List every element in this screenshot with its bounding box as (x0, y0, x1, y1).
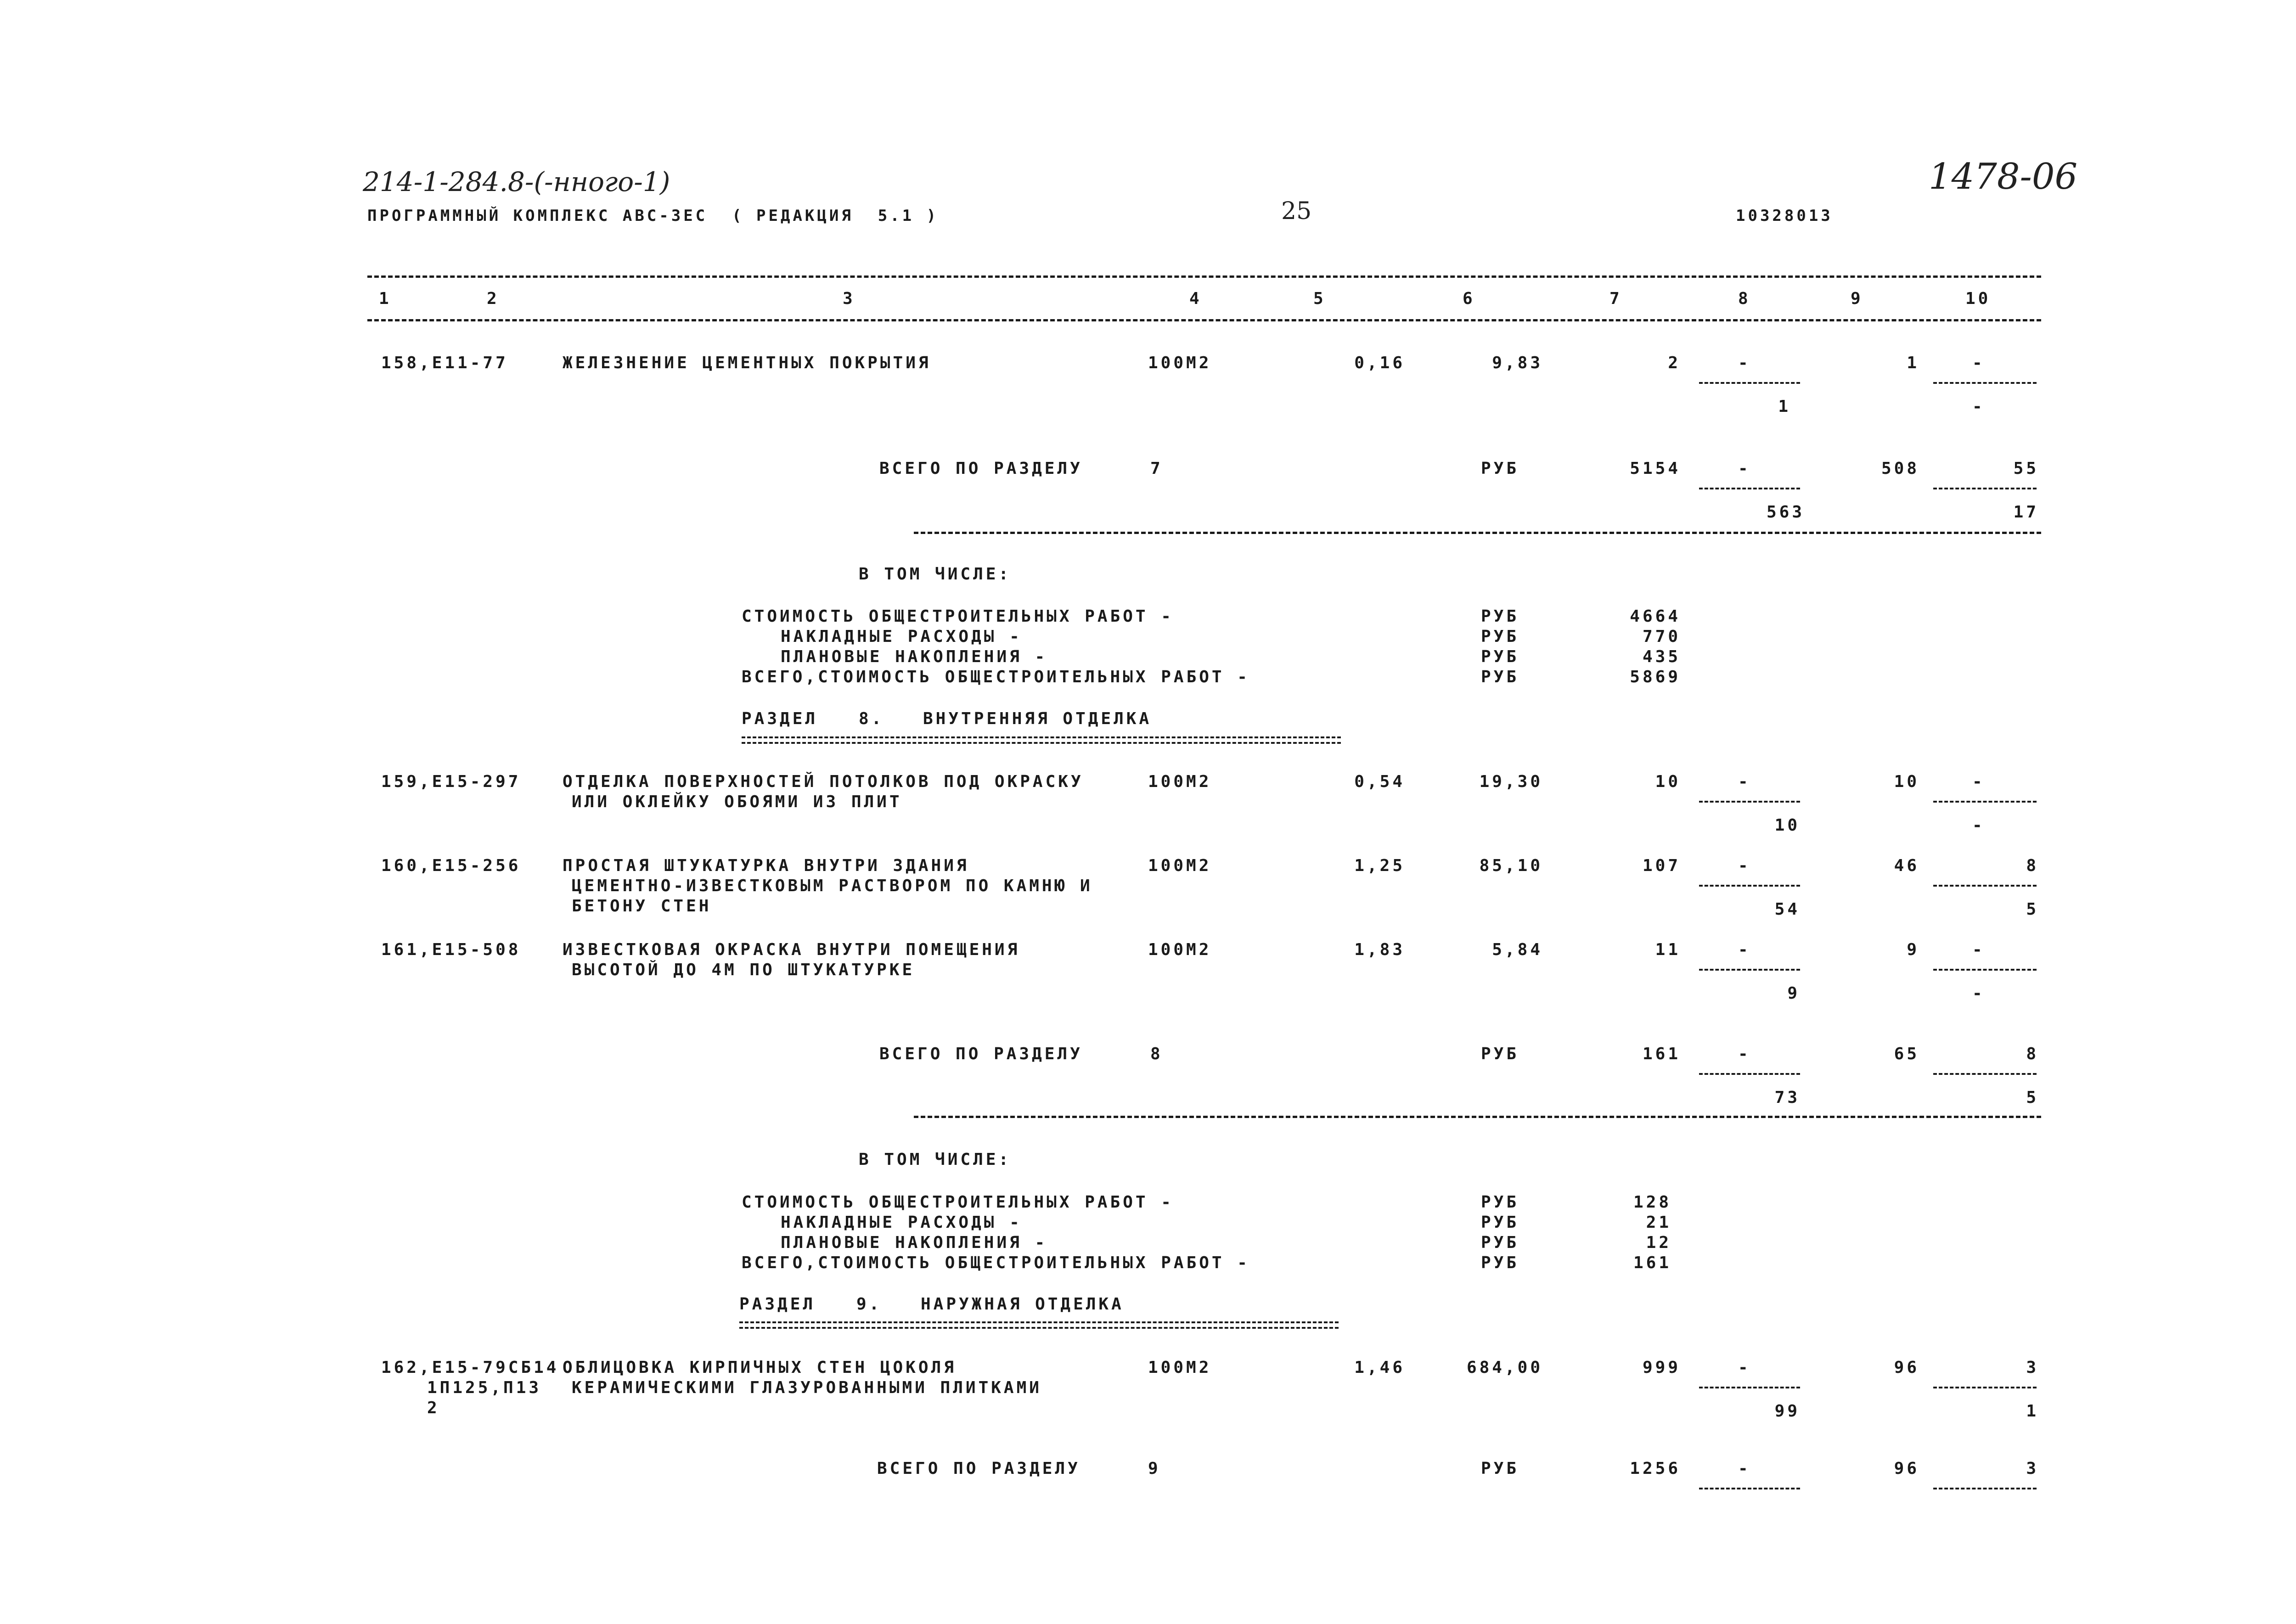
row-qty: 1,25 (1354, 856, 1405, 875)
row-col8-bottom: 9 (1787, 984, 1800, 1003)
row-code: 162,Е15-79СБ14 (381, 1358, 559, 1377)
row-unit: 100М2 (1148, 354, 1212, 372)
row-description: ОТДЕЛКА ПОВЕРХНОСТЕЙ ПОТОЛКОВ ПОД ОКРАСКУ (563, 772, 1084, 791)
row-price: 85,10 (1479, 856, 1543, 875)
section-total-unit: РУБ (1481, 1459, 1519, 1478)
section-number: 8. (859, 709, 884, 728)
row-total: 11 (1655, 940, 1681, 959)
section-col9: 96 (1894, 1459, 1919, 1478)
row-description: ОБЛИЦОВКА КИРПИЧНЫХ СТЕН ЦОКОЛЯ (563, 1358, 957, 1377)
section-name: НАРУЖНАЯ ОТДЕЛКА (921, 1295, 1124, 1314)
breakdown-label: ВСЕГО,СТОИМОСТЬ ОБЩЕСТРОИТЕЛЬНЫХ РАБОТ - (742, 1253, 1250, 1272)
row-col8: - (1738, 940, 1751, 959)
including-label: В ТОМ ЧИСЛЕ: (859, 1150, 1012, 1169)
table-top-rule (367, 275, 2041, 278)
breakdown-value: 5869 (1630, 668, 1681, 686)
row-description: ВЫСОТОЙ ДО 4М ПО ШТУКАТУРКЕ (572, 961, 915, 979)
breakdown-label: НАКЛАДНЫЕ РАСХОДЫ - (781, 627, 1022, 646)
row-qty: 0,16 (1354, 354, 1405, 372)
breakdown-unit: РУБ (1481, 647, 1519, 666)
section-title-rule (742, 736, 1341, 744)
row-col8: - (1738, 1358, 1751, 1377)
section-total-unit: РУБ (1481, 1045, 1519, 1063)
breakdown-label: СТОИМОСТЬ ОБЩЕСТРОИТЕЛЬНЫХ РАБОТ - (742, 607, 1174, 626)
row-col9: 1 (1907, 354, 1919, 372)
row-col10: - (1972, 940, 1985, 959)
breakdown-label: ПЛАНОВЫЕ НАКОПЛЕНИЯ - (781, 1233, 1048, 1252)
col8-divider (1699, 1488, 1800, 1489)
breakdown-label: ВСЕГО,СТОИМОСТЬ ОБЩЕСТРОИТЕЛЬНЫХ РАБОТ - (742, 668, 1250, 686)
breakdown-unit: РУБ (1481, 1213, 1519, 1232)
col10-divider (1933, 1073, 2037, 1075)
col-header: 5 (1313, 289, 1326, 308)
row-col9: 46 (1894, 856, 1919, 875)
row-description: ИЛИ ОКЛЕЙКУ ОБОЯМИ ИЗ ПЛИТ (572, 792, 902, 811)
row-col8: - (1738, 354, 1751, 372)
breakdown-unit: РУБ (1481, 668, 1519, 686)
doc-code: 10328013 (1736, 207, 1833, 225)
row-description: БЕТОНУ СТЕН (572, 897, 712, 916)
row-col10: - (1972, 772, 1985, 791)
section-col9: 65 (1894, 1045, 1919, 1063)
row-code: 158,Е11-77 (381, 354, 508, 372)
section-total-num: 9 (1148, 1459, 1161, 1478)
col-header: 2 (487, 289, 500, 308)
breakdown-unit: РУБ (1481, 1253, 1519, 1272)
section-col10: 55 (2013, 459, 2039, 478)
row-description: ИЗВЕСТКОВАЯ ОКРАСКА ВНУТРИ ПОМЕЩЕНИЯ (563, 940, 1020, 959)
row-qty: 1,46 (1354, 1358, 1405, 1377)
breakdown-value: 21 (1646, 1213, 1671, 1232)
section-col10: 3 (2026, 1459, 2039, 1478)
col8-divider (1699, 1073, 1800, 1075)
section-number: 9. (856, 1295, 882, 1314)
row-col10-bottom: - (1972, 397, 1985, 416)
section-col10-bottom: 17 (2013, 503, 2039, 522)
breakdown-label: ПЛАНОВЫЕ НАКОПЛЕНИЯ - (781, 647, 1048, 666)
row-code-continued: 1П125,П13 (427, 1378, 542, 1397)
row-col8-bottom: 1 (1778, 397, 1791, 416)
row-code: 160,Е15-256 (381, 856, 521, 875)
section-col10-bottom: 5 (2026, 1088, 2039, 1107)
row-unit: 100М2 (1148, 856, 1212, 875)
breakdown-value: 128 (1633, 1193, 1671, 1212)
row-description: ЦЕМЕНТНО-ИЗВЕСТКОВЫМ РАСТВОРОМ ПО КАМНЮ И (572, 877, 1093, 895)
row-description: КЕРАМИЧЕСКИМИ ГЛАЗУРОВАННЫМИ ПЛИТКАМИ (572, 1378, 1042, 1397)
row-col8: - (1738, 772, 1751, 791)
section-col10: 8 (2026, 1045, 2039, 1063)
col-header: 1 (379, 289, 392, 308)
section-word: РАЗДЕЛ (742, 709, 818, 728)
handwritten-code: 214-1-284.8-(-нного-1) (363, 166, 670, 197)
col10-divider (1933, 969, 2037, 971)
section-total-label: ВСЕГО ПО РАЗДЕЛУ (879, 1045, 1083, 1063)
col-header: 7 (1609, 289, 1622, 308)
row-total: 999 (1642, 1358, 1681, 1377)
page-number: 25 (1281, 197, 1312, 225)
section-name: ВНУТРЕННЯЯ ОТДЕЛКА (923, 709, 1152, 728)
col10-divider (1933, 1488, 2037, 1489)
section-word: РАЗДЕЛ (739, 1295, 816, 1314)
breakdown-value: 12 (1646, 1233, 1671, 1252)
col8-divider (1699, 1387, 1800, 1388)
col-header: 9 (1851, 289, 1863, 308)
section-total-num: 7 (1150, 459, 1163, 478)
col-header: 6 (1463, 289, 1475, 308)
col10-divider (1933, 801, 2037, 803)
row-description: ЖЕЛЕЗНЕНИЕ ЦЕМЕНТНЫХ ПОКРЫТИЯ (563, 354, 931, 372)
handwritten-number: 1478-06 (1929, 156, 2078, 197)
row-unit: 100М2 (1148, 772, 1212, 791)
breakdown-value: 4664 (1630, 607, 1681, 626)
row-col8-bottom: 99 (1774, 1402, 1800, 1421)
section-total-label: ВСЕГО ПО РАЗДЕЛУ (879, 459, 1083, 478)
row-price: 684,00 (1466, 1358, 1543, 1377)
row-code: 159,Е15-297 (381, 772, 521, 791)
section-col8: - (1738, 1459, 1751, 1478)
row-col9: 9 (1907, 940, 1919, 959)
col-header: 3 (843, 289, 855, 308)
row-description: ПРОСТАЯ ШТУКАТУРКА ВНУТРИ ЗДАНИЯ (563, 856, 969, 875)
row-col8-bottom: 10 (1774, 816, 1800, 835)
row-code-continued: 2 (427, 1399, 440, 1417)
section-col8: - (1738, 1045, 1751, 1063)
breakdown-label: СТОИМОСТЬ ОБЩЕСТРОИТЕЛЬНЫХ РАБОТ - (742, 1193, 1174, 1212)
breakdown-unit: РУБ (1481, 1193, 1519, 1212)
row-col10-bottom: 5 (2026, 900, 2039, 919)
col10-divider (1933, 488, 2037, 489)
col8-divider (1699, 488, 1800, 489)
row-col10: 8 (2026, 856, 2039, 875)
row-total: 2 (1668, 354, 1681, 372)
section-total-num: 8 (1150, 1045, 1163, 1063)
row-total: 10 (1655, 772, 1681, 791)
section-col8-bottom: 73 (1774, 1088, 1800, 1107)
col-header: 10 (1965, 289, 1991, 308)
breakdown-value: 161 (1633, 1253, 1671, 1272)
row-price: 9,83 (1492, 354, 1543, 372)
breakdown-unit: РУБ (1481, 1233, 1519, 1252)
section-col8-bottom: 563 (1766, 503, 1805, 522)
section-total-value: 161 (1642, 1045, 1681, 1063)
row-col10-bottom: 1 (2026, 1402, 2039, 1421)
section-col8: - (1738, 459, 1751, 478)
row-col10-bottom: - (1972, 816, 1985, 835)
row-total: 107 (1642, 856, 1681, 875)
col8-divider (1699, 969, 1800, 971)
section-col9: 508 (1881, 459, 1919, 478)
row-col8-bottom: 54 (1774, 900, 1800, 919)
row-col9: 10 (1894, 772, 1919, 791)
row-col9: 96 (1894, 1358, 1919, 1377)
row-unit: 100М2 (1148, 1358, 1212, 1377)
col-header: 8 (1738, 289, 1751, 308)
row-col10: 3 (2026, 1358, 2039, 1377)
row-unit: 100М2 (1148, 940, 1212, 959)
including-label: В ТОМ ЧИСЛЕ: (859, 565, 1012, 584)
breakdown-unit: РУБ (1481, 627, 1519, 646)
section-total-unit: РУБ (1481, 459, 1519, 478)
row-col10-bottom: - (1972, 984, 1985, 1003)
section-total-rule (914, 1116, 2041, 1118)
section-total-label: ВСЕГО ПО РАЗДЕЛУ (877, 1459, 1080, 1478)
col-header: 4 (1189, 289, 1202, 308)
breakdown-unit: РУБ (1481, 607, 1519, 626)
row-qty: 0,54 (1354, 772, 1405, 791)
row-code: 161,Е15-508 (381, 940, 521, 959)
col8-divider (1699, 801, 1800, 803)
col10-divider (1933, 1387, 2037, 1388)
col10-divider (1933, 382, 2037, 384)
row-price: 19,30 (1479, 772, 1543, 791)
section-total-value: 1256 (1630, 1459, 1681, 1478)
col8-divider (1699, 382, 1800, 384)
col8-divider (1699, 885, 1800, 887)
section-total-rule (914, 532, 2041, 534)
breakdown-value: 435 (1642, 647, 1681, 666)
section-title-rule (739, 1321, 1339, 1329)
row-col10: - (1972, 354, 1985, 372)
column-header-rule (367, 319, 2041, 321)
breakdown-value: 770 (1642, 627, 1681, 646)
row-col8: - (1738, 856, 1751, 875)
row-qty: 1,83 (1354, 940, 1405, 959)
row-price: 5,84 (1492, 940, 1543, 959)
breakdown-label: НАКЛАДНЫЕ РАСХОДЫ - (781, 1213, 1022, 1232)
col10-divider (1933, 885, 2037, 887)
program-line: ПРОГРАММНЫЙ КОМПЛЕКС АВС-3ЕС ( РЕДАКЦИЯ 5.1 ) (367, 207, 939, 225)
section-total-value: 5154 (1630, 459, 1681, 478)
